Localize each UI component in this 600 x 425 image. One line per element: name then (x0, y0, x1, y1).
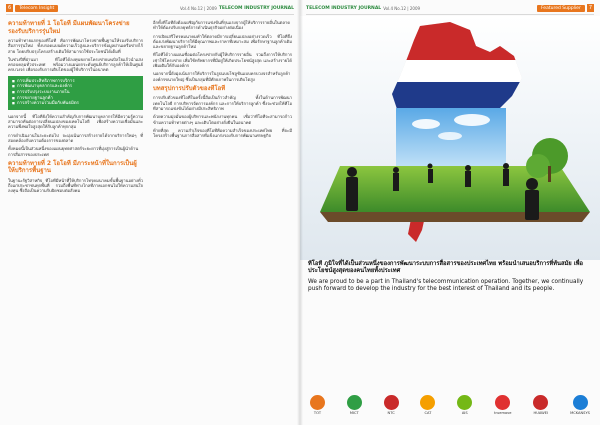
logo-mark-icon (533, 395, 548, 410)
paragraph: ในฐานะรัฐวิสาหกิจ ทีโอทีมีหน้าที่ให้บริการโทรคมนาคมขั้นพื้นฐานอย่างทั่วถึงแก่ประชาชนทุกพื้นที่ รวมถึงพื้นที่ห่างไกลที่ภาคเอกชนไม่ให้ความสนใจลงทุน ซึ่งถือเป็นความรับผิดชอบต่อสังคม (8, 177, 143, 194)
right-header (537, 4, 594, 12)
left-column (8, 20, 143, 197)
section-heading: บทสรุปการปรับตัวของทีโอที (153, 84, 226, 92)
logo-label: MCKANSYS (570, 411, 590, 415)
right-header-left (306, 4, 420, 12)
paragraph: ความท้าทายแรกของทีโอที คือการพัฒนาโครงข่ายพื้นฐานให้รองรับบริการสื่อสารรุ่นใหม่ ทั้งบรอดแบนด์ความเร็วสูงและบริการข้อมูลผ่านเครือข่ายไร้สาย โดยปรับปรุงโครงสร้างเดิมให้สามารถใช้ประโยชน์ได้เต็มที่ (8, 38, 143, 54)
header-rule (6, 14, 294, 15)
highlight-item: ■ การสร้างความร่วมมือกับพันธมิตร (12, 101, 139, 107)
sponsor-logo (420, 395, 435, 415)
sponsor-logo (384, 395, 399, 415)
header-rule (306, 14, 594, 15)
logo-mark-icon (495, 395, 510, 410)
logo-label: HUAWEI (533, 411, 549, 415)
paragraph: ในช่วงปีที่ผ่านมา ทีโอทีได้ลงทุนขยายโครงข่ายเคเบิลใยแก้วนำแสงครอบคลุมทั่วประเทศ พร้อมวางแผนยกระดับศูนย์บริการลูกค้าให้เป็นศูนย์ครบวงจร เพื่อรองรับการเติบโตของผู้ใช้บริการในอนาคต (8, 56, 143, 73)
sponsor-logo (494, 395, 511, 415)
sponsor-logos (310, 392, 590, 418)
section-heading: ความท้าทายที่ 1 โอโอที มีแผนพัฒนาโครงข่ายรองรับบริการรุ่นใหม่ (8, 20, 130, 35)
paragraph: ทั้งหมดนี้เป็นส่วนหนึ่งของแผนยุทธศาสตร์ระยะยาวที่มุ่งสู่การเป็นผู้นำด้านการสื่อสารของประเทศ (8, 146, 139, 157)
sponsor-logo (347, 395, 362, 415)
page-number: 6 (8, 5, 12, 11)
logo-label: AIS (461, 411, 468, 415)
logo-mark-icon (347, 395, 362, 410)
paragraph: ทีโอทีได้วางแผนเชื่อมต่อโครงข่ายกับผู้ให้บริการรายอื่น รวมถึงการให้บริการเช่าใช้โครงข่าย เพื่อใช้ทรัพยากรที่มีอยู่ให้เกิดประโยชน์สูงสุด และสร้างรายได้เพิ่มเติมให้กับองค์กร (153, 52, 292, 69)
logo-label: NTC (387, 411, 395, 415)
paragraph: การเปิดเสรีโทรคมนาคมทำให้ตลาดมีการเปลี่ยนแปลงอย่างรวดเร็ว ทีโอทีจึงต้องเร่งพัฒนาบริการให้มีคุณภาพและราคาที่เหมาะสม เพื่อรักษาฐานลูกค้าเดิมและขยายฐานลูกค้าใหม่ (153, 33, 292, 50)
logo-label: CAT (424, 411, 432, 415)
thailand-map-illustration (300, 16, 600, 260)
logo-label: truemove (494, 411, 512, 415)
sponsor-logo (457, 395, 472, 415)
logo-label: MICT (349, 411, 359, 415)
page-number: 7 (588, 5, 592, 11)
paragraph: ท้ายที่สุด ความสำเร็จของทีโอทีคือความสำเร็จของประเทศไทย ที่จะมีโครงสร้างพื้นฐานการสื่อสารที่แข็งแกร่งรองรับการพัฒนาเศรษฐกิจ (153, 127, 292, 139)
paragraph: อีกทั้งทีโอทียังต้องเผชิญกับการแข่งขันที่รุนแรงจากผู้ให้บริการรายอื่นในตลาด ทำให้ต้องปรับกลยุทธ์การดำเนินธุรกิจอย่างต่อเนื่อง (153, 20, 291, 31)
caption-english: We are proud to be a part in Thailand's telecommunication operation. Together, we continually push forward to develop the industry for the best interest of Thailand and its people. (308, 278, 584, 293)
magazine-title: TELECOM INDUSTRY JOURNAL (306, 5, 382, 11)
section-heading: ความท้าทายที่ 2 โอโอที มีภาระหน้าที่ในการเป็นผู้ให้บริการพื้นฐาน (8, 159, 137, 175)
left-header-right (180, 4, 294, 12)
highlight-box (8, 76, 143, 110)
logo-mark-icon (573, 395, 588, 410)
section-tag: Telecom Insight (15, 5, 58, 12)
sponsor-logo (570, 395, 590, 415)
caption-block (308, 261, 592, 293)
logo-mark-icon (457, 395, 472, 410)
right-page (300, 0, 600, 425)
highlight-item: ■ การพัฒนาบุคลากรและองค์กร (12, 84, 139, 90)
logo-mark-icon (420, 395, 435, 410)
paragraph: นอกจากนี้ ทีโอทียังให้ความสำคัญกับการพัฒนาบุคลากรให้มีความรู้ความสามารถทันต่อการเปลี่ยนแปลงของเทคโนโลยี เพื่อสร้างความเชื่อมั่นและความพึงพอใจสูงสุดให้กับลูกค้าทุกกลุ่ม (8, 113, 143, 130)
paragraph: การดำเนินงานในระยะต่อไป จะมุ่งเน้นการสร้างรายได้จากบริการใหม่ๆ ที่สอดคล้องกับความต้องการของตลาด (8, 132, 143, 143)
magazine-title: TELECOM INDUSTRY JOURNAL (218, 5, 294, 11)
issue-line: Vol.4 No.12 | 2009 (179, 5, 217, 11)
left-header (6, 4, 58, 12)
right-column (153, 20, 292, 142)
illustration-svg (300, 16, 600, 260)
logo-label: TOT (313, 411, 322, 415)
logo-mark-icon (384, 395, 399, 410)
highlight-item: ■ การเพิ่มประสิทธิภาพการบริการ (12, 79, 139, 85)
paragraph: ด้วยความมุ่งมั่นของผู้บริหารและพนักงานทุกคน เชื่อว่าทีโอทีจะสามารถก้าวข้ามความท้าทายต่างๆ และเติบโตอย่างยั่งยืนในอนาคต (153, 114, 292, 125)
paragraph: นอกจากนี้ยังมุ่งเน้นการให้บริการในรูปแบบโซลูชันแบบครบวงจรสำหรับลูกค้าองค์กรขนาดใหญ่ ซึ่งเป็นกลุ่มที่มีศักยภาพในการเติบโตสูง (153, 71, 291, 82)
section-tag: Featured Supplier (537, 5, 585, 12)
logo-mark-icon (310, 395, 325, 410)
sponsor-logo (533, 395, 548, 415)
issue-line: Vol.4 No.12 | 2009 (383, 5, 421, 11)
highlight-item: ■ การปรับปรุงระบบงานภายใน (12, 90, 139, 96)
soil-edge (320, 212, 590, 222)
paragraph: การปรับตัวของทีโอทีในครั้งนี้ถือเป็นก้าวสำคัญ ทั้งในด้านการพัฒนาเทคโนโลยี การบริหารจัดการองค์กร และการให้บริการลูกค้า ซึ่งจะช่วยให้ทีโอทีสามารถแข่งขันได้อย่างมีประสิทธิภาพ (153, 95, 292, 112)
highlight-item: ■ การขยายฐานลูกค้า (12, 96, 139, 102)
caption-thai: ทีโอที ภูมิใจที่ได้เป็นส่วนหนึ่งของการพัฒนาระบบการสื่อสารของประเทศไทย พร้อมนำเสนอบริการที่ทันสมัย เพื่อประโยชน์สูงสุดของคนไทยทั้งประเทศ (308, 261, 584, 275)
spine-shadow (297, 0, 303, 425)
sponsor-logo (310, 395, 325, 415)
